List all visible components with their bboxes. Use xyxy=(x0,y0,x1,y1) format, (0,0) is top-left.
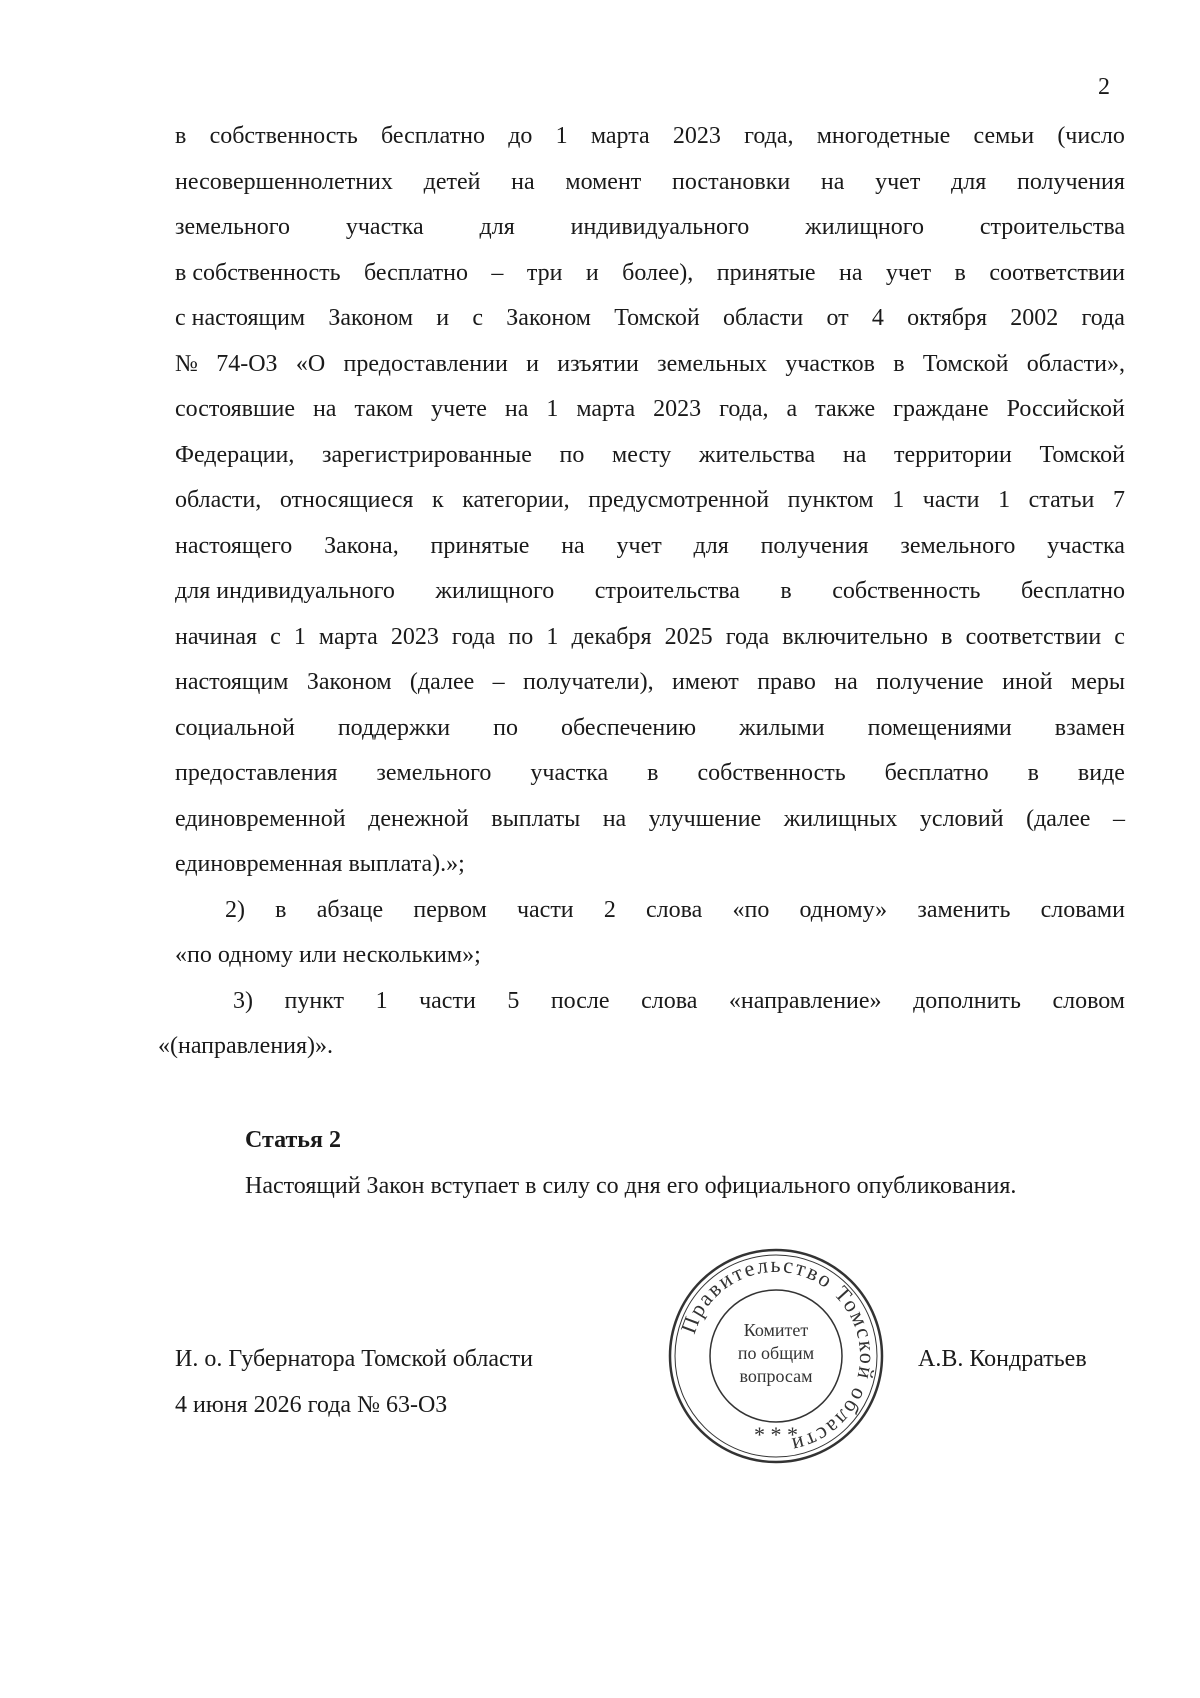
word: 2025 xyxy=(664,623,713,650)
word: на xyxy=(511,168,535,195)
word: виде xyxy=(1077,760,1125,786)
page-number: 2 xyxy=(1098,74,1110,100)
word: 74-ОЗ xyxy=(216,350,278,377)
word: момент xyxy=(565,168,642,195)
word: в xyxy=(275,896,287,923)
word: части xyxy=(516,896,574,923)
word: бесплатно xyxy=(1020,578,1125,604)
word: 2002 xyxy=(1010,305,1059,331)
word: жилыми xyxy=(739,714,825,741)
word: на xyxy=(838,259,863,286)
article-2 xyxy=(245,1118,1016,1209)
text-line xyxy=(233,979,1125,1025)
word: Законом xyxy=(506,305,591,331)
text-line xyxy=(175,251,1125,297)
text-line xyxy=(175,205,1125,251)
article-text: Настоящий Закон вступает в силу со дня его официального опубликования. xyxy=(245,1172,1017,1199)
word: статьи xyxy=(1028,487,1095,513)
paragraph-lines xyxy=(175,114,1125,842)
word: обеспечению xyxy=(561,714,697,741)
word: земельного xyxy=(900,532,1016,559)
word: зарегистрированные xyxy=(321,441,532,468)
word: 2) xyxy=(225,896,245,923)
word: участка xyxy=(530,760,609,786)
word: жилищного xyxy=(805,214,924,240)
word: после xyxy=(550,987,610,1014)
text-line xyxy=(175,478,1125,524)
word: в xyxy=(954,259,966,286)
word: 1 xyxy=(546,623,559,650)
text-line xyxy=(175,342,1125,388)
word: по xyxy=(493,714,518,741)
word: № xyxy=(175,350,198,377)
word: Томской xyxy=(922,350,1009,377)
word: на xyxy=(834,669,858,695)
word: области, xyxy=(175,487,262,513)
word: семьи xyxy=(973,123,1035,149)
word: строительства xyxy=(979,214,1125,240)
word: несовершеннолетних xyxy=(175,168,393,195)
word: бесплатно xyxy=(381,123,485,149)
word: 2023 xyxy=(672,123,721,149)
word: «по xyxy=(732,896,770,923)
word: участка xyxy=(345,214,424,240)
word: «направление» xyxy=(728,987,882,1014)
word: для xyxy=(693,532,729,559)
word: единовременной xyxy=(175,805,346,832)
word: таком xyxy=(354,396,414,422)
word: области xyxy=(723,305,804,331)
word: пунктом xyxy=(787,487,874,513)
word: учет xyxy=(885,259,932,286)
word: относящиеся xyxy=(279,487,414,513)
word: собственность xyxy=(697,760,846,786)
word: категории, xyxy=(462,487,570,513)
law-date-number: 4 июня 2026 года № 63-ОЗ xyxy=(175,1392,448,1418)
word: словами xyxy=(1040,896,1125,923)
word: соответствии xyxy=(965,623,1102,650)
word: пункт xyxy=(284,987,345,1014)
word: (далее xyxy=(1026,805,1091,832)
word: с xyxy=(270,623,281,650)
word: иной xyxy=(1002,669,1053,695)
word: имеют xyxy=(672,669,739,695)
word: социальной xyxy=(175,714,295,741)
word: настоящим xyxy=(175,669,289,695)
word: улучшение xyxy=(648,805,762,832)
stamp-inner-line: вопросам xyxy=(739,1366,813,1386)
word: в xyxy=(780,578,792,604)
word: области», xyxy=(1026,350,1125,377)
word: изъятии xyxy=(557,350,639,377)
text-line xyxy=(175,296,1125,342)
word: учете xyxy=(431,396,487,422)
word: бесплатно xyxy=(363,259,468,286)
word: в xyxy=(893,350,905,377)
word: 1 xyxy=(892,487,905,513)
word: а xyxy=(786,396,798,422)
text-line xyxy=(175,433,1125,479)
text-line xyxy=(175,706,1125,752)
word: земельных xyxy=(657,350,767,377)
word: настоящего xyxy=(175,532,293,559)
word: выплаты xyxy=(491,805,581,832)
word: дополнить xyxy=(913,987,1021,1014)
word: получатели), xyxy=(523,669,654,695)
word: словом xyxy=(1052,987,1125,1014)
text-line xyxy=(175,160,1125,206)
word: постановки xyxy=(671,168,791,195)
text-line xyxy=(175,615,1125,661)
word: предоставлении xyxy=(343,350,508,377)
word: получения xyxy=(1016,168,1125,195)
word: земельного xyxy=(376,760,492,786)
word: одному» xyxy=(799,896,888,923)
word: на xyxy=(561,532,585,559)
word: октября xyxy=(907,305,987,331)
word: собственность xyxy=(209,123,358,149)
word: – xyxy=(492,669,505,695)
word: 5 xyxy=(507,987,520,1014)
word: граждане xyxy=(893,396,989,422)
word: более), xyxy=(622,259,694,286)
word: в xyxy=(941,623,953,650)
word: года xyxy=(1081,305,1125,331)
word: – xyxy=(1112,805,1125,832)
word: Федерации, xyxy=(175,441,295,468)
text-line xyxy=(175,114,1125,160)
word: с xyxy=(472,305,484,331)
item-3-lines xyxy=(175,979,1125,1025)
word: многодетные xyxy=(816,123,951,149)
text-line xyxy=(175,797,1125,843)
word: слова xyxy=(646,896,703,923)
word: по xyxy=(508,623,534,650)
word: детей xyxy=(423,168,481,195)
word: Законом xyxy=(306,669,392,695)
word: и xyxy=(585,259,599,286)
word: «О xyxy=(295,350,326,377)
word: соответствии xyxy=(989,259,1125,286)
word: к xyxy=(431,487,444,513)
word: предусмотренной xyxy=(588,487,770,513)
text-line: единовременная выплата).»; xyxy=(175,851,465,877)
word: получения xyxy=(760,532,869,559)
word: года xyxy=(725,623,770,650)
word: Законом xyxy=(328,305,414,331)
word: получение xyxy=(876,669,984,695)
word: участка xyxy=(1047,532,1125,559)
word: 1 xyxy=(998,487,1011,513)
word: Закона, xyxy=(324,532,399,559)
word: бесплатно xyxy=(884,760,989,786)
word: до xyxy=(508,123,533,149)
word: 3) xyxy=(233,987,253,1014)
word: 1 xyxy=(375,987,388,1014)
word: года xyxy=(451,623,496,650)
word: 1 xyxy=(555,123,568,149)
word: Томской xyxy=(1039,441,1125,468)
word: жилищного xyxy=(435,578,555,604)
word: на xyxy=(842,441,867,468)
word: и xyxy=(436,305,450,331)
text-line xyxy=(175,751,1125,797)
signer-name: А.В. Кондратьев xyxy=(918,1346,1087,1372)
text-line xyxy=(225,888,1125,934)
stamp-inner-line: Комитет xyxy=(743,1320,809,1340)
word: с xyxy=(1114,623,1125,650)
word: от xyxy=(826,305,849,331)
word: меры xyxy=(1071,669,1125,695)
word: 1 xyxy=(293,623,306,650)
word: – xyxy=(491,259,504,286)
word: начиная xyxy=(175,623,257,650)
stamp-stars: * * * xyxy=(754,1422,798,1447)
word: 7 xyxy=(1112,487,1125,513)
word: жилищных xyxy=(783,805,898,832)
word: по xyxy=(559,441,585,468)
word: для индивидуального xyxy=(175,578,395,604)
word: (далее xyxy=(409,669,475,695)
word: части xyxy=(419,987,476,1014)
paragraph-last-line xyxy=(175,842,1125,888)
text-line xyxy=(175,569,1125,615)
word: учет xyxy=(875,168,921,195)
word: право xyxy=(757,669,816,695)
text-line: «по одному или нескольким»; xyxy=(175,942,481,968)
stamp-outer-text: Правительство Томской области xyxy=(675,1251,881,1459)
word: Российской xyxy=(1006,396,1125,422)
word: части xyxy=(922,487,980,513)
word: марта xyxy=(576,396,636,422)
signature-block xyxy=(175,1336,533,1428)
text-line xyxy=(175,660,1125,706)
word: строительства xyxy=(594,578,740,604)
word: для xyxy=(479,214,515,240)
word: на xyxy=(504,396,529,422)
word: территории xyxy=(893,441,1012,468)
word: 1 xyxy=(546,396,559,422)
item-2-lines xyxy=(175,888,1125,934)
word: собственность xyxy=(832,578,981,604)
word: в xyxy=(175,123,187,149)
stamp-inner-line: по общим xyxy=(737,1343,815,1363)
word: 4 xyxy=(871,305,884,331)
word: абзаце xyxy=(316,896,384,923)
word: марта xyxy=(318,623,378,650)
word: для xyxy=(951,168,987,195)
word: помещениями xyxy=(867,714,1012,741)
word: включительно xyxy=(782,623,929,650)
word: слова xyxy=(641,987,698,1014)
word: на xyxy=(820,168,845,195)
stamp-seal xyxy=(664,1244,888,1468)
item-3-last-line xyxy=(158,1024,1125,1070)
signer-position: И. о. Губернатора Томской области xyxy=(175,1346,533,1372)
word: состоявшие xyxy=(175,396,295,422)
word: участков xyxy=(785,350,875,377)
law-text xyxy=(158,114,1125,1070)
word: года, xyxy=(719,396,769,422)
word: денежной xyxy=(368,805,469,832)
word: первом xyxy=(413,896,487,923)
word: учет xyxy=(616,532,662,559)
word: заменить xyxy=(917,896,1011,923)
official-stamp xyxy=(664,1244,888,1468)
word: года, xyxy=(744,123,794,149)
text-line xyxy=(175,387,1125,433)
word: предоставления xyxy=(175,760,338,786)
word: месту xyxy=(612,441,672,468)
word: жительства xyxy=(698,441,816,468)
word: и xyxy=(526,350,539,377)
word: декабря xyxy=(571,623,652,650)
word: в xyxy=(1027,760,1039,786)
word: 2023 xyxy=(653,396,702,422)
word: на xyxy=(312,396,337,422)
word: также xyxy=(815,396,876,422)
word: в собственность xyxy=(175,259,341,286)
word: марта xyxy=(590,123,650,149)
word: земельного xyxy=(175,214,290,240)
word: в xyxy=(647,760,659,786)
word: 2 xyxy=(603,896,616,923)
word: индивидуального xyxy=(570,214,750,240)
text-line: «(направления)». xyxy=(158,1033,334,1059)
word: принятые xyxy=(430,532,530,559)
word: условий xyxy=(919,805,1004,832)
word: с настоящим xyxy=(175,305,306,331)
word: принятые xyxy=(716,259,816,286)
word: взамен xyxy=(1054,714,1125,741)
text-line xyxy=(175,524,1125,570)
word: поддержки xyxy=(337,714,451,741)
word: Томской xyxy=(614,305,700,331)
word: (число xyxy=(1057,123,1125,149)
word: три xyxy=(526,259,563,286)
item-2-last-line xyxy=(175,933,1125,979)
word: 2023 xyxy=(390,623,439,650)
article-title: Статья 2 xyxy=(245,1127,341,1153)
word: на xyxy=(602,805,627,832)
